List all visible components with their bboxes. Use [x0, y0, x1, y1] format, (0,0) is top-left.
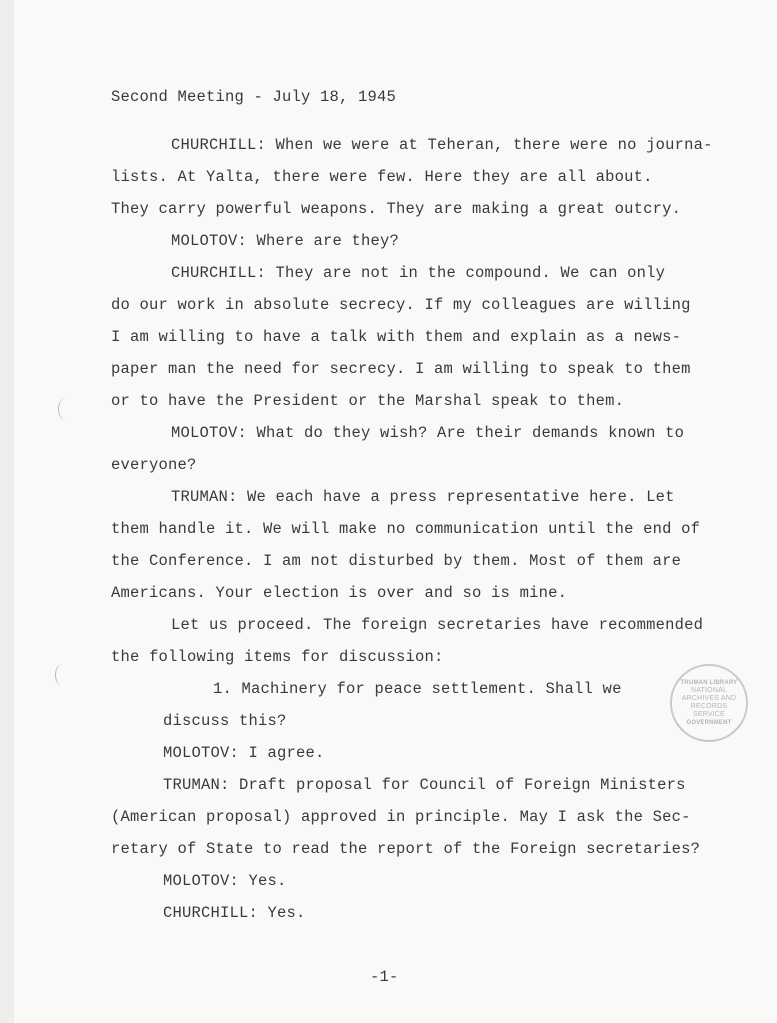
text-line: everyone?	[111, 456, 197, 474]
text-line: CHURCHILL: When we were at Teheran, there were no journa-	[171, 136, 713, 154]
stamp-line: RECORDS	[690, 703, 728, 710]
text-line: TRUMAN: Draft proposal for Council of Foreign Ministers	[163, 776, 686, 794]
text-line: TRUMAN: We each have a press representative here. Let	[171, 488, 675, 506]
text-line: MOLOTOV: Where are they?	[171, 232, 400, 250]
text-line: MOLOTOV: Yes.	[163, 872, 287, 890]
page-number: -1-	[370, 968, 399, 986]
text-line: the Conference. I am not disturbed by them. Most of them are	[111, 552, 682, 570]
text-line: or to have the President or the Marshal speak to them.	[111, 392, 625, 410]
text-line: CHURCHILL: Yes.	[163, 904, 306, 922]
text-line: They carry powerful weapons. They are making a great outcry.	[111, 200, 682, 218]
margin-mark	[55, 664, 70, 686]
text-line: (American proposal) approved in principle. May I ask the Sec-	[111, 808, 691, 826]
text-line: lists. At Yalta, there were few. Here they are all about.	[111, 168, 653, 186]
text-line: I am willing to have a talk with them and explain as a news-	[111, 328, 682, 346]
stamp-line: NATIONAL	[690, 687, 728, 694]
text-line: 1. Machinery for peace settlement. Shall we	[213, 680, 622, 698]
stamp-line: SERVICE	[692, 711, 725, 718]
text-line: paper man the need for secrecy. I am willing to speak to them	[111, 360, 691, 378]
archive-stamp	[670, 664, 748, 742]
stamp-line: ARCHIVES AND	[681, 695, 737, 702]
margin-mark	[58, 398, 73, 420]
meeting-heading: Second Meeting - July 18, 1945	[111, 88, 397, 106]
text-line: the following items for discussion:	[111, 648, 444, 666]
text-line: Let us proceed. The foreign secretaries have recommended	[171, 616, 704, 634]
text-line: do our work in absolute secrecy. If my colleagues are willing	[111, 296, 691, 314]
stamp-top-text: TRUMAN LIBRARY	[680, 680, 738, 686]
text-line: retary of State to read the report of the Foreign secretaries?	[111, 840, 701, 858]
text-line: Americans. Your election is over and so is mine.	[111, 584, 568, 602]
text-line: MOLOTOV: What do they wish? Are their demands known to	[171, 424, 685, 442]
text-line: CHURCHILL: They are not in the compound. We can only	[171, 264, 666, 282]
text-line: MOLOTOV: I agree.	[163, 744, 325, 762]
stamp-bottom-text: GOVERNMENT	[686, 720, 732, 726]
text-line: discuss this?	[163, 712, 287, 730]
text-line: them handle it. We will make no communication until the end of	[111, 520, 701, 538]
